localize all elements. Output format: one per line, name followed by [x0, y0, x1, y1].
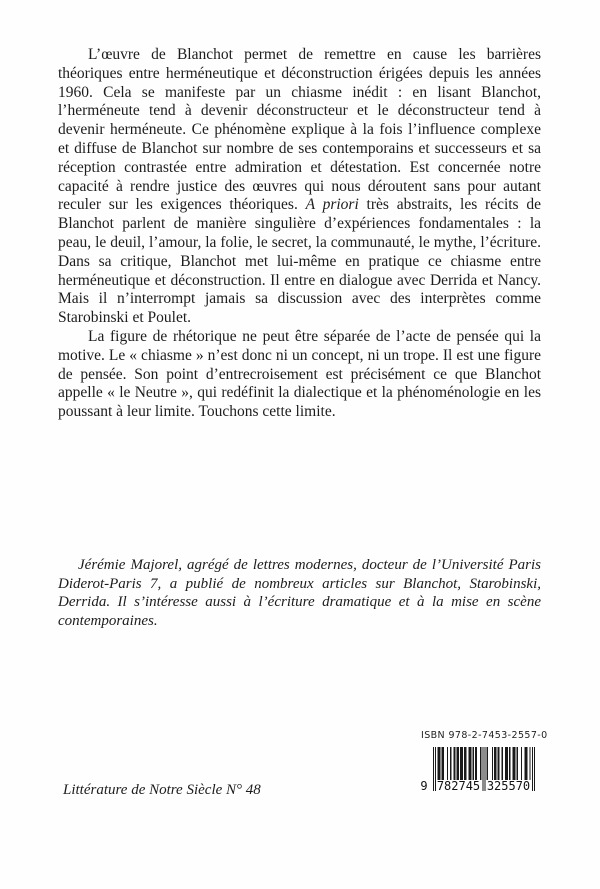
barcode-right-digits: 325570: [486, 778, 531, 793]
synopsis-paragraph-1: L’œuvre de Blanchot permet de remettre en cause les barrières théoriques entre herméneutique et déconstruction érigées depuis les années 1960. Cela se manifeste par un chiasme inédit : en lisant Blanchot, l’herméneute tend à devenir déconstructeur et le déconstructeur tend à devenir herméneute. Ce phénomène explique à la fois l’influence complexe et diffuse de Blanchot sur nombre de ses contemporains et successeurs et sa réception contrastée entre admiration et détestation. Est concernée notre capacité à rendre justice des œuvres qui nous déroutent sans pour autant reculer sur les exigences théoriques. A priori très abstraits, les récits de Blanchot parlent de manière singulière d’expériences fondamentales : la peau, le deuil, l’amour, la folie, le secret, la communauté, le mythe, l’écriture. Dans sa critique, Blanchot met lui-même en pratique ce chiasme entre herméneutique et déconstruction. Il entre en dialogue avec Derrida et Nancy. Mais il n’interrompt jamais sa discussion avec des interprètes comme Starobinski et Poulet.: [58, 46, 541, 327]
collection-series-label: Littérature de Notre Siècle N° 48: [63, 782, 261, 798]
author-bio: Jérémie Majorel, agrégé de lettres modernes, docteur de l’Université Paris Diderot-Paris 7, a publié de nombreux articles sur Blanchot, Starobinski, Derrida. Il s’intéresse aussi à l’écriture dramatique et à la mise en scène contemporaines.: [58, 557, 541, 629]
ean13-barcode: [420, 747, 535, 793]
barcode-lead-digit: 9: [420, 778, 428, 793]
isbn-number-label: ISBN 978-2-7453-2557-0: [421, 730, 548, 741]
isbn-barcode-block: [421, 731, 547, 791]
synopsis-paragraph-2: La figure de rhétorique ne peut être séparée de l’acte de pensée qui la motive. Le « chiasme » n’est donc ni un concept, ni un trope. Il est une figure de pensée. Son point d’entrecroisement est précisément ce que Blanchot appelle « le Neutre », qui redéfinit la dialectique et la phénoménologie en les poussant à leur limite. Touchons cette limite.: [58, 327, 541, 421]
barcode-left-digits: 782745: [436, 778, 481, 793]
synopsis-text: [58, 46, 541, 422]
